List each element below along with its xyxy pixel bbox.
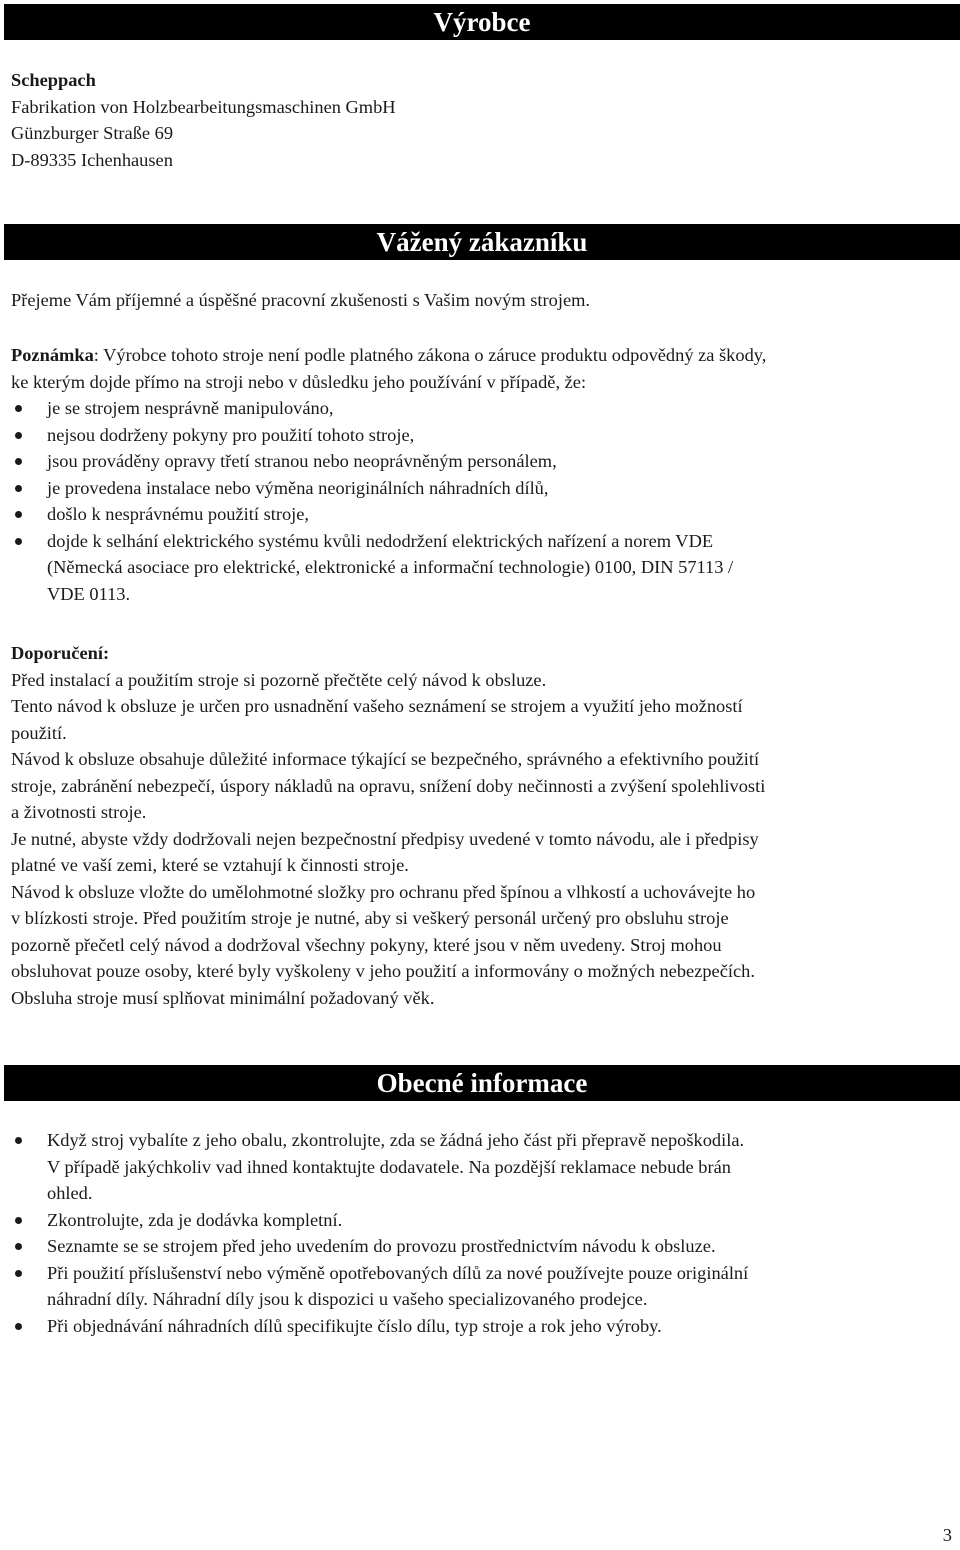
list-item: jsou prováděny opravy třetí stranou nebo neoprávněným personálem, — [11, 448, 956, 475]
general-info — [11, 1127, 956, 1339]
manufacturer-address — [11, 67, 956, 173]
manufacturer-city: D-89335 Ichenhausen — [11, 149, 173, 170]
note-line: ke kterým dojde přímo na stroji nebo v důsledku jeho používání v případě, že: — [11, 371, 587, 392]
list-item: dojde k selhání elektrického systému kvůli nedodržení elektrických nařízení a norem VDE (Německá asociace pro elektrické, elektronické a informační technologie) 0100, DIN 57113 / VDE 0113. — [11, 528, 956, 608]
paragraph-line: stroje, zabránění nebezpečí, úspory nákladů na opravu, snížení doby nečinnosti a zvýšení spolehlivosti — [11, 775, 766, 796]
paragraph-line: platné ve vaší zemi, které se vztahují k činnosti stroje. — [11, 855, 409, 875]
list-item: Při použití příslušenství nebo výměně opotřebovaných dílů za nové používejte pouze originální náhradní díly. Náhradní díly jsou k dispozici u vašeho specializovaného prodejce. — [11, 1260, 956, 1313]
greeting-text: Přejeme Vám příjemné a úspěšné pracovní zkušenosti s Vašim novým strojem. — [11, 290, 591, 310]
list-item: Seznamte se se strojem před jeho uvedením do provozu prostřednictvím návodu k obsluze. — [11, 1233, 956, 1260]
paragraph-line: Obsluha stroje musí splňovat minimální požadovaný věk. — [11, 987, 435, 1008]
paragraph-line: obsluhovat pouze osoby, které byly vyškoleny v jeho použití a informovány o možných nebezpečích. — [11, 961, 755, 981]
paragraph-line: použití. — [11, 722, 67, 743]
section-header-manufacturer — [4, 4, 960, 40]
general-list — [11, 1127, 956, 1339]
manufacturer-name: Scheppach — [11, 70, 96, 90]
list-item: Zkontrolujte, zda je dodávka kompletní. — [11, 1207, 956, 1234]
greeting — [11, 287, 956, 314]
recommendation-label: Doporučení: — [11, 643, 110, 663]
section-title: Obecné informace — [376, 1068, 588, 1098]
paragraph-line: pozorně přečetl celý návod a dodržoval všechny pokyny, které jsou v něm uvedeny. Stroj mohou — [11, 934, 722, 955]
paragraph-line: Návod k obsluze obsahuje důležité informace týkající se bezpečného, správného a efektivního použití — [11, 749, 760, 769]
list-item: nejsou dodrženy pokyny pro použití tohoto stroje, — [11, 422, 956, 449]
list-item: je provedena instalace nebo výměna neoriginálních náhradních dílů, — [11, 475, 956, 502]
section-header-customer — [4, 224, 960, 260]
paragraph-line: Tento návod k obsluze je určen pro usnadnění vašeho seznámení se strojem a využití jeho možností — [11, 696, 743, 716]
list-item: Když stroj vybalíte z jeho obalu, zkontrolujte, zda se žádná jeho část při přepravě nepoškodila. V případě jakýchkoliv vad ihned kontaktujte dodavatele. Na pozdější reklamace nebude brán ohled. — [11, 1127, 956, 1207]
note-line: Poznámka: Výrobce tohoto stroje není podle platného zákona o záruce produktu odpovědný za škody, — [11, 345, 767, 365]
section-title: Výrobce — [433, 7, 531, 37]
note-label: Poznámka — [11, 345, 94, 365]
recommendation — [11, 640, 956, 1011]
list-item: je se strojem nesprávně manipulováno, — [11, 395, 956, 422]
manufacturer-company: Fabrikation von Holzbearbeitungsmaschinen GmbH — [11, 96, 396, 117]
paragraph-line: a životnosti stroje. — [11, 802, 147, 822]
section-title: Vážený zákazníku — [376, 227, 588, 257]
paragraph-line: Návod k obsluze vložte do umělohmotné složky pro ochranu před špínou a vlhkostí a uchovávejte ho — [11, 881, 756, 902]
paragraph-line: Je nutné, abyste vždy dodržovali nejen bezpečnostní předpisy uvedené v tomto návodu, ale i předpisy — [11, 828, 759, 849]
manufacturer-street: Günzburger Straße 69 — [11, 123, 174, 143]
list-item: Při objednávání náhradních dílů specifikujte číslo dílu, typ stroje a rok jeho výroby. — [11, 1313, 956, 1340]
paragraph-line: Před instalací a použitím stroje si pozorně přečtěte celý návod k obsluze. — [11, 669, 547, 690]
note-paragraph — [11, 342, 956, 607]
paragraph-line: v blízkosti stroje. Před použitím stroje je nutné, aby si veškerý personál určený pro obsluhu stroje — [11, 908, 729, 928]
section-header-general — [4, 1065, 960, 1101]
list-item: došlo k nesprávnému použití stroje, — [11, 501, 956, 528]
page-number: 3 — [942, 1525, 952, 1545]
note-list — [11, 395, 956, 607]
